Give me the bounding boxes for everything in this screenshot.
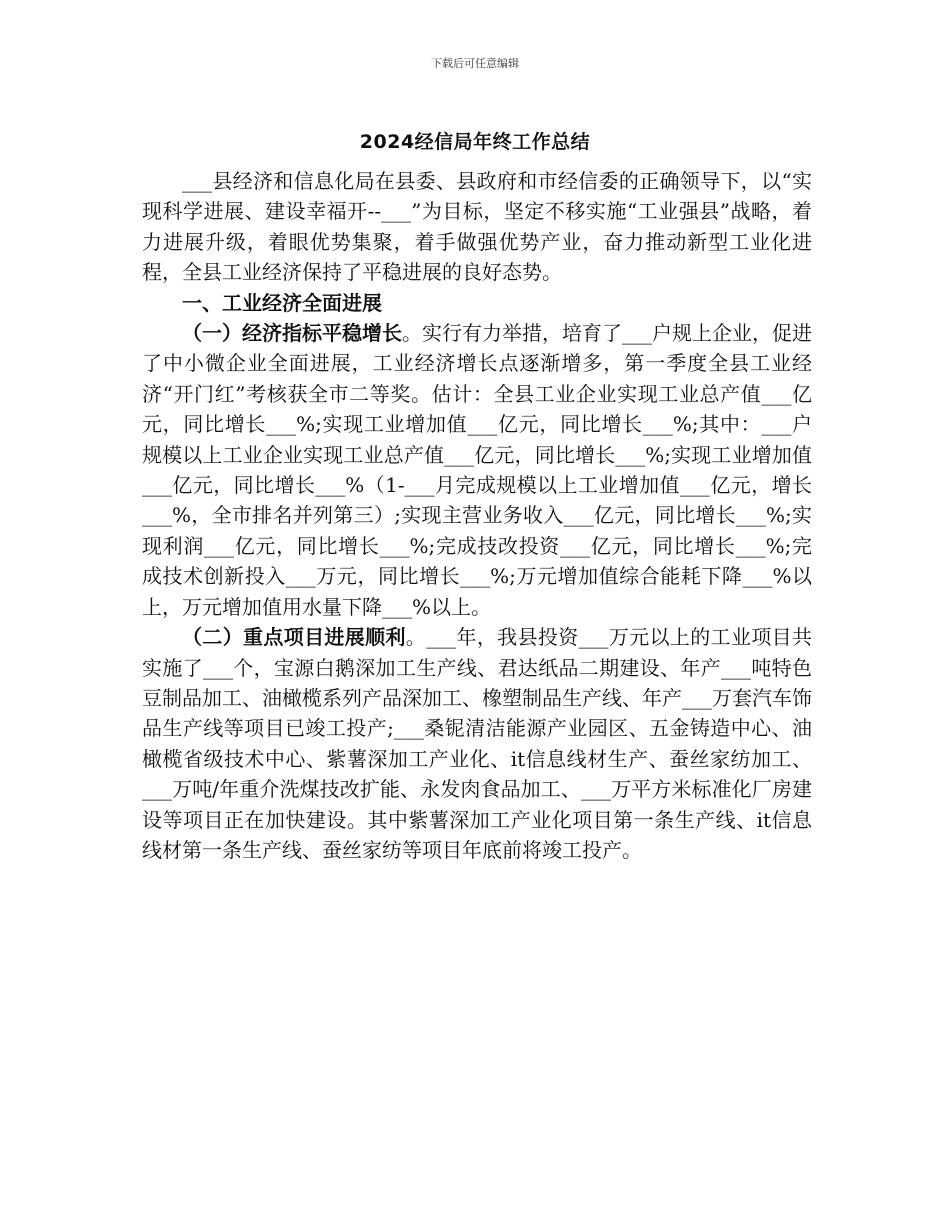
document-body [142,166,812,865]
paragraph-text: 。实行有力举措，培育了___户规上企业，促进了中小微企业全面进展，工业经济增长点逐渐增多，第一季度全县工业经济“开门红”考核获全市二等奖。估计：全县工业企业实现工业总产值___亿元，同比增长___%;实现工业增加值___亿元，同比增长___%;其中：___户规模以上工业企业实现工业总产值___亿元，同比增长___%;实现工业增加值___亿元，同比增长___%（1-___月完成规模以上工业增加值___亿元，增长___%，全市排名并列第三）;实现主营业务收入___亿元，同比增长___%;实现利润___亿元，同比增长___%;完成技改投资___亿元，同比增长___%;完成技术创新投入___万元，同比增长___%;万元增加值综合能耗下降___%以上，万元增加值用水量下降___%以上。 [142,321,812,619]
document-title: 2024经信局年终工作总结 [359,131,591,153]
page-header-note: 下载后可任意编辑 [431,57,519,70]
paragraph-key-projects [142,622,812,865]
paragraph-lead: （二）重点项目进展顺利 [182,625,406,650]
paragraph-lead: （一）经济指标平稳增长 [182,321,402,346]
paragraph-economic-indicators [142,318,812,622]
section-heading: 一、工业经济全面进展 [182,290,382,315]
intro-paragraph: ___县经济和信息化局在县委、县政府和市经信委的正确领导下，以“实现科学进展、建设幸福开--___”为目标，坚定不移实施“工业强县”战略，着力进展升级，着眼优势集聚，着手做强优势产业，奋力推动新型工业化进程，全县工业经济保持了平稳进展的良好态势。 [142,169,812,285]
paragraph-text: 。___年，我县投资___万元以上的工业项目共实施了___个，宝源白鹅深加工生产线、君达纸品二期建设、年产___吨特色豆制品加工、油橄榄系列产品深加工、橡塑制品生产线、年产___万套汽车饰品生产线等项目已竣工投产;___桑铌清洁能源产业园区、五金铸造中心、油橄榄省级技术中心、紫薯深加工产业化、it信息线材生产、蚕丝家纺加工、___万吨/年重介洗煤技改扩能、永发肉食品加工、___万平方米标准化厂房建设等项目正在加快建设。其中紫薯深加工产业化项目第一条生产线、it信息线材第一条生产线、蚕丝家纺等项目年底前将竣工投产。 [142,625,813,862]
